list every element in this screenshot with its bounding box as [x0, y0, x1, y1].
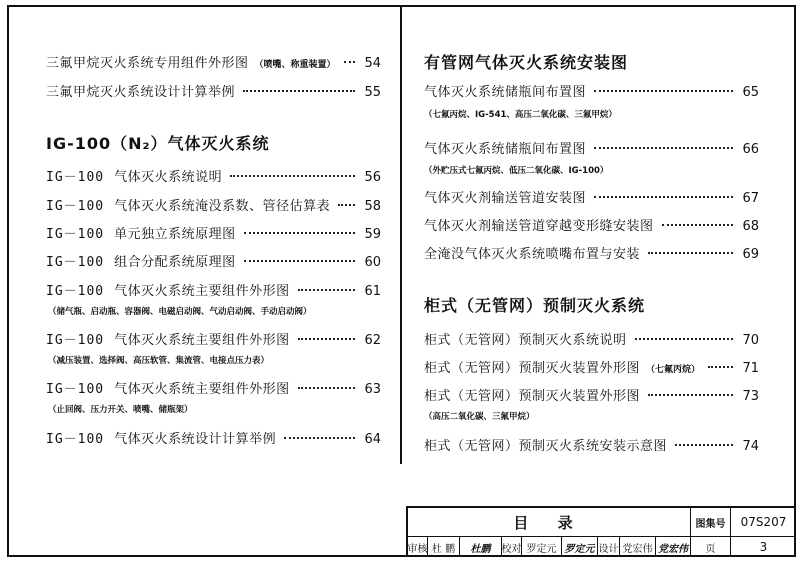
toc-entry-page: 60: [364, 255, 381, 270]
leader-dots: [675, 444, 733, 446]
toc-entry-title: 气体灭火剂输送管道安装图: [424, 191, 587, 206]
toc-entry-title: 三氟甲烷灭火系统设计计算举例: [46, 85, 236, 100]
leader-dots: [244, 260, 355, 262]
designer-name: 党宏伟: [620, 537, 656, 557]
ig-prefix: IG－100: [46, 284, 105, 299]
toc-entry-subnote: （七氟丙烷、IG-541、高压二氧化碳、三氟甲烷）: [424, 110, 617, 120]
toc-entry[interactable]: [46, 81, 381, 100]
toc-entry[interactable]: [46, 329, 381, 348]
check-label: 校对: [502, 537, 522, 557]
toc-entry[interactable]: [46, 223, 381, 242]
leader-dots: [635, 338, 733, 340]
ig-prefix: IG－100: [46, 255, 105, 270]
toc-entry-subnote: （外贮压式七氟丙烷、低压二氧化碳、IG-100）: [424, 166, 609, 176]
leader-dots: [594, 196, 733, 198]
toc-entry-page: 62: [364, 333, 381, 348]
toc-entry-title: 柜式（无管网）预制灭火系统说明: [424, 333, 627, 348]
toc-entry[interactable]: [46, 166, 381, 185]
ig-prefix: IG－100: [46, 333, 105, 348]
ig-prefix: IG－100: [46, 199, 105, 214]
toc-entry[interactable]: [46, 428, 381, 447]
toc-entry[interactable]: [46, 280, 381, 299]
toc-entry-title: 柜式（无管网）预制灭火系统安装示意图: [424, 439, 668, 454]
toc-entry[interactable]: [424, 81, 759, 100]
leader-dots: [338, 204, 355, 206]
toc-entry-title: 气体灭火系统设计计算举例: [114, 432, 277, 447]
toc-entry-page: 55: [364, 85, 381, 100]
leader-dots: [284, 437, 355, 439]
toc-entry-page: 59: [364, 227, 381, 242]
toc-entry[interactable]: [424, 329, 759, 348]
toc-entry-subnote: （减压装置、选择阀、高压软管、集流管、电接点压力表）: [48, 356, 270, 366]
toc-entry-subnote: （高压二氧化碳、三氟甲烷）: [424, 412, 535, 422]
section-heading: IG-100（N₂）气体灭火系统: [46, 134, 270, 153]
leader-dots: [244, 232, 355, 234]
reviewer-signature: 杜鹏: [460, 537, 502, 557]
toc-entry-page: 70: [742, 333, 759, 348]
reviewer-name: 杜 鹏: [428, 537, 460, 557]
toc-entry-title: 气体灭火系统淹没系数、管径估算表: [114, 199, 331, 214]
toc-entry-page: 66: [742, 142, 759, 157]
leader-dots: [648, 394, 733, 396]
toc-entry[interactable]: [424, 385, 759, 404]
toc-entry-title: 气体灭火系统主要组件外形图: [114, 333, 290, 348]
page-value: 3: [759, 540, 768, 554]
toc-entry-page: 63: [364, 382, 381, 397]
toc-entry-note: （七氟丙烷）: [646, 365, 701, 375]
leader-dots: [594, 147, 733, 149]
leader-dots: [230, 175, 355, 177]
ig-prefix: IG－100: [46, 227, 105, 242]
leader-dots: [298, 289, 355, 291]
toc-entry-title: 气体灭火系统储瓶间布置图: [424, 85, 587, 100]
toc-entry-page: 73: [742, 389, 759, 404]
drawing-title: 目 录: [408, 508, 691, 537]
toc-entry-title: 气体灭火系统储瓶间布置图: [424, 142, 587, 157]
toc-entry[interactable]: [46, 251, 381, 270]
toc-entry-page: 64: [364, 432, 381, 447]
toc-entry[interactable]: [46, 52, 381, 71]
toc-entry-title: 气体灭火系统主要组件外形图: [114, 284, 290, 299]
leader-dots: [594, 90, 733, 92]
toc-entry-title: 气体灭火系统主要组件外形图: [114, 382, 290, 397]
leader-dots: [344, 61, 355, 63]
toc-entry-page: 56: [364, 170, 381, 185]
ig-prefix: IG－100: [46, 432, 105, 447]
toc-entry[interactable]: [424, 243, 759, 262]
leader-dots: [298, 338, 355, 340]
section-heading: 有管网气体灭火系统安装图: [424, 53, 629, 72]
title-block: [406, 506, 796, 557]
toc-entry-title: 气体灭火剂输送管道穿越变形缝安装图: [424, 219, 654, 234]
toc-entry-note: （喷嘴、称重装置）: [254, 60, 336, 70]
toc-entry[interactable]: [424, 215, 759, 234]
toc-entry-title: 柜式（无管网）预制灭火装置外形图: [424, 361, 641, 376]
toc-entry-title: 全淹没气体灭火系统喷嘴布置与安装: [424, 247, 641, 262]
toc-entry-page: 74: [742, 439, 759, 454]
ig-prefix: IG－100: [46, 382, 105, 397]
checker-signature: 罗定元: [562, 537, 598, 557]
toc-entry[interactable]: [424, 187, 759, 206]
toc-entry-subnote: （止回阀、压力开关、喷嘴、储瓶架）: [48, 405, 193, 415]
toc-entry-page: 67: [742, 191, 759, 206]
toc-entry-title: 气体灭火系统说明: [114, 170, 223, 185]
toc-entry-title: 三氟甲烷灭火系统专用组件外形图: [46, 56, 249, 71]
toc-entry-title: 组合分配系统原理图: [114, 255, 236, 270]
toc-entry[interactable]: [424, 357, 759, 376]
leader-dots: [662, 224, 733, 226]
leader-dots: [243, 90, 355, 92]
toc-entry-page: 58: [364, 199, 381, 214]
toc-entry[interactable]: [46, 195, 381, 214]
designer-signature: 党宏伟: [656, 537, 691, 557]
leader-dots: [648, 252, 733, 254]
atlas-number-value: 07S207: [731, 508, 796, 537]
toc-entry[interactable]: [46, 378, 381, 397]
toc-entry-page: 68: [742, 219, 759, 234]
toc-entry-page: 69: [742, 247, 759, 262]
toc-entry[interactable]: [424, 138, 759, 157]
checker-name: 罗定元: [522, 537, 562, 557]
review-label: 审核: [408, 537, 428, 557]
toc-entry-title: 柜式（无管网）预制灭火装置外形图: [424, 389, 641, 404]
toc-entry-title: 单元独立系统原理图: [114, 227, 236, 242]
section-heading: 柜式（无管网）预制灭火系统: [424, 296, 646, 315]
ig-prefix: IG－100: [46, 170, 105, 185]
leader-dots: [298, 387, 355, 389]
column-separator: [400, 5, 402, 464]
toc-entry-page: 65: [742, 85, 759, 100]
design-label: 设计: [598, 537, 620, 557]
toc-entry-page: 61: [364, 284, 381, 299]
leader-dots: [708, 366, 733, 368]
toc-entry-page: 71: [742, 361, 759, 376]
toc-entry-subnote: （储气瓶、启动瓶、容器阀、电磁启动阀、气动启动阀、手动启动阀）: [48, 307, 312, 317]
page-label: 页: [691, 537, 731, 557]
toc-entry-page: 54: [364, 56, 381, 71]
toc-entry[interactable]: [424, 435, 759, 454]
atlas-number-label: 图集号: [691, 508, 731, 537]
